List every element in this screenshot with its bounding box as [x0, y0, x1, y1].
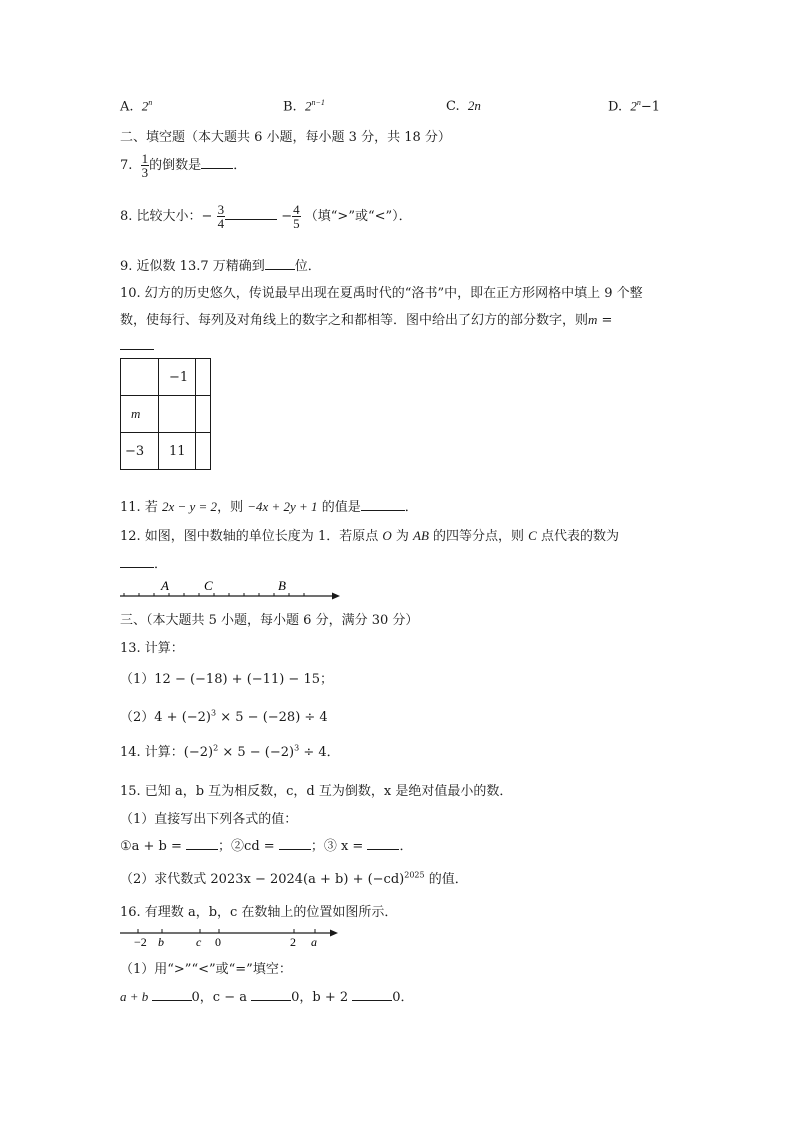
ms-cell: [121, 359, 159, 396]
q11-blank: [361, 498, 405, 511]
arrow-icon: [332, 593, 340, 600]
q15-line4: （2）求代数式 $2023x - 2024(a + b) + (-cd)^{2025}$ 的值．: [120, 870, 468, 887]
q15-blank-1: [186, 837, 218, 850]
q7: 7. $\frac{1}{3}$ 的倒数是 ．: [120, 151, 247, 180]
q16-number-line: [118, 924, 342, 950]
q16-line1: 16. 有理数 a，b，c 在数轴上的位置如图所示．: [120, 905, 398, 920]
q12-blank: [120, 555, 154, 568]
q13-title: 13. 计算：: [120, 641, 184, 656]
q6-option-a: A. 2$^n$: [120, 98, 153, 115]
q12-number-line: [118, 574, 342, 604]
q10-blank: [120, 336, 154, 350]
section3-title: 三、（本大题共 5 小题，每小题 6 分，满分 30 分）: [120, 613, 419, 628]
ms-cell: [196, 396, 211, 433]
q11: 11. 若 2x − y = 2，则 −4x + 2y + 1 的值是 ．: [120, 499, 418, 515]
q12-line2: ．: [120, 553, 167, 572]
ms-cell: [196, 359, 211, 396]
q10-line2: 数，使每行、每列及对角线上的数字之和都相等．图中给出了幻方的部分数字，则m =: [120, 312, 613, 328]
q7-blank: [201, 156, 233, 169]
q10-line1: 10. 幻方的历史悠久，传说最早出现在夏禹时代的“洛书”中，即在正方形网格中填上 9 个整: [120, 286, 643, 301]
ms-cell: [159, 396, 196, 433]
label-a: A: [161, 578, 169, 593]
axis-label: a: [311, 935, 317, 949]
ms-cell: −3: [121, 433, 159, 470]
label-b: B: [278, 578, 286, 593]
section2-title: 二、填空题（本大题共 6 小题，每小题 3 分，共 18 分）: [120, 130, 451, 145]
ms-cell: −1: [159, 359, 196, 396]
axis-label: −2: [134, 935, 147, 949]
q16-blank-2: [251, 988, 291, 1001]
q12-line1: 12. 如图，图中数轴的单位长度为 1．若原点 O 为 AB 的四等分点，则 C 点代表的数为: [120, 528, 619, 544]
q15-blank-3: [367, 837, 399, 850]
q9: 9. 近似数 13.7 万精确到 位．: [120, 259, 321, 274]
q16-blank-1: [152, 988, 192, 1001]
q16-line3: a + b 0，c − a 0，b + 2 0．: [120, 989, 414, 1005]
ms-cell: 11: [159, 433, 196, 470]
magic-square: [120, 358, 211, 470]
axis-label: 0: [215, 935, 221, 949]
axis-label: c: [196, 935, 202, 949]
q15-line1: 15. 已知 a，b 互为相反数，c，d 互为倒数，x 是绝对值最小的数．: [120, 784, 513, 799]
q8-blank: [225, 207, 277, 220]
q14: 14. 计算：$(-2)^2 \times 5 - (-2)^3 \div 4$．: [120, 743, 340, 760]
axis-label: b: [158, 935, 164, 949]
ms-cell: [196, 433, 211, 470]
arrow-icon: [330, 930, 338, 937]
axis-label: 2: [290, 935, 296, 949]
q9-blank: [265, 257, 295, 270]
q6-option-d: D. $2^n-1$: [608, 98, 661, 115]
ms-cell: m: [121, 396, 159, 433]
q16-blank-3: [352, 988, 392, 1001]
q15-line3: ①a + b = ；②cd = ；③ x = ．: [120, 839, 413, 854]
q15-blank-2: [279, 837, 311, 850]
q6-option-b: B. $2^{n-1}$: [283, 98, 325, 115]
label-c: C: [204, 578, 213, 593]
q15-line2: （1）直接写出下列各式的值：: [120, 812, 298, 827]
q8: 8. 比较大小：− $\frac{3}{4}$ − $\frac{4}{5}$ （填“>”或“<”）．: [120, 202, 412, 231]
q13-part1: （1）12 − (−18) + (−11) − 15；: [120, 672, 333, 687]
q6-option-c: C. 2n: [446, 98, 481, 114]
q16-line2: （1）用“>”“<”或“=”填空：: [120, 962, 292, 977]
q13-part2: $(2)4 + (-2)^3 \times 5 - (-28) \div 4$: [120, 708, 328, 725]
